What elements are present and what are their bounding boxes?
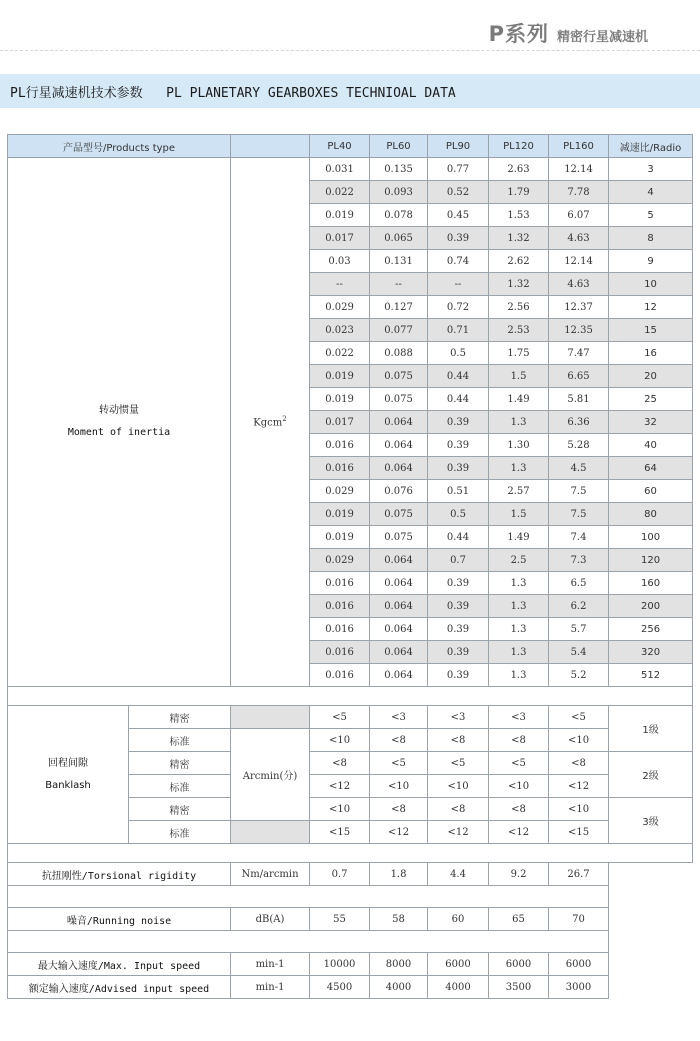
- torsional-label: 抗扭刚性/Torsional rigidity: [8, 863, 231, 886]
- torsional-unit: Nm/arcmin: [231, 863, 310, 886]
- inertia-value: 0.016: [310, 595, 370, 618]
- inertia-value: 0.72: [428, 296, 489, 319]
- inertia-value: 0.075: [370, 526, 428, 549]
- inertia-value: 6.2: [549, 595, 609, 618]
- max-speed-value: 10000: [310, 953, 370, 976]
- inertia-value: 5.2: [549, 664, 609, 687]
- ratio-value: 512: [609, 664, 693, 687]
- rated-speed-value: 4000: [428, 976, 489, 999]
- backlash-unit: Arcmin(分): [231, 729, 310, 821]
- backlash-value: <8: [489, 798, 549, 821]
- blank-cell: [609, 863, 693, 886]
- inertia-value: 7.47: [549, 342, 609, 365]
- ratio-value: 15: [609, 319, 693, 342]
- inertia-value: 0.064: [370, 434, 428, 457]
- inertia-value: 0.135: [370, 158, 428, 181]
- inertia-value: 0.064: [370, 664, 428, 687]
- inertia-value: 0.029: [310, 296, 370, 319]
- backlash-value: <15: [310, 821, 370, 844]
- rated-speed-value: 3500: [489, 976, 549, 999]
- inertia-value: 0.019: [310, 365, 370, 388]
- backlash-unit-top: [231, 706, 310, 729]
- model-header: PL60: [370, 135, 428, 158]
- inertia-value: 1.3: [489, 664, 549, 687]
- rated-speed-label: 额定输入速度/Advised input speed: [8, 976, 231, 999]
- max-speed-value: 6000: [489, 953, 549, 976]
- backlash-grade: 精密: [129, 706, 231, 729]
- blank-cell: [609, 953, 693, 976]
- inertia-value: 0.029: [310, 480, 370, 503]
- torsional-value: 4.4: [428, 863, 489, 886]
- inertia-value: 1.3: [489, 457, 549, 480]
- spacer-cell: [8, 687, 693, 706]
- inertia-value: 1.3: [489, 641, 549, 664]
- max-speed-value: 8000: [370, 953, 428, 976]
- blank-cell: [609, 976, 693, 999]
- inertia-value: 0.03: [310, 250, 370, 273]
- noise-value: 58: [370, 908, 428, 931]
- inertia-value: 0.39: [428, 457, 489, 480]
- inertia-value: 0.076: [370, 480, 428, 503]
- noise-value: 65: [489, 908, 549, 931]
- inertia-value: 2.53: [489, 319, 549, 342]
- inertia-value: 0.131: [370, 250, 428, 273]
- inertia-value: 0.093: [370, 181, 428, 204]
- spacer-row: [8, 931, 693, 953]
- ratio-value: 4: [609, 181, 693, 204]
- spacer-cell: [8, 931, 609, 953]
- ratio-value: 256: [609, 618, 693, 641]
- inertia-value: 0.016: [310, 641, 370, 664]
- inertia-value: 7.78: [549, 181, 609, 204]
- section-title: PL行星减速机技术参数 PL PLANETARY GEARBOXES TECHNIOAL DATA: [10, 86, 456, 101]
- inertia-value: 0.064: [370, 549, 428, 572]
- inertia-value: 1.5: [489, 503, 549, 526]
- blank-cell: [609, 931, 693, 953]
- ratio-value: 32: [609, 411, 693, 434]
- inertia-value: 0.064: [370, 411, 428, 434]
- backlash-value: <8: [428, 729, 489, 752]
- inertia-value: 0.029: [310, 549, 370, 572]
- tech-data-table: [7, 134, 693, 999]
- inertia-value: 0.064: [370, 641, 428, 664]
- inertia-value: 2.5: [489, 549, 549, 572]
- blank-cell: [609, 886, 693, 908]
- blank-cell: [609, 908, 693, 931]
- backlash-label: [8, 706, 129, 844]
- backlash-level: 2级: [609, 752, 693, 798]
- backlash-value: <8: [428, 798, 489, 821]
- inertia-value: 0.064: [370, 457, 428, 480]
- backlash-value: <8: [370, 798, 428, 821]
- inertia-value: 0.5: [428, 503, 489, 526]
- inertia-value: 0.022: [310, 342, 370, 365]
- inertia-value: 0.39: [428, 411, 489, 434]
- inertia-value: 0.7: [428, 549, 489, 572]
- backlash-value: <8: [489, 729, 549, 752]
- inertia-value: 12.37: [549, 296, 609, 319]
- spacer-row: [8, 687, 693, 706]
- inertia-value: 1.49: [489, 388, 549, 411]
- ratio-value: 5: [609, 204, 693, 227]
- spacer-cell: [8, 886, 609, 908]
- backlash-value: <5: [310, 706, 370, 729]
- model-header: PL120: [489, 135, 549, 158]
- max-speed-value: 6000: [428, 953, 489, 976]
- backlash-value: <8: [370, 729, 428, 752]
- backlash-value: <12: [310, 775, 370, 798]
- header-divider: [0, 50, 700, 51]
- ratio-value: 25: [609, 388, 693, 411]
- rated-speed-unit: min-1: [231, 976, 310, 999]
- inertia-value: 0.016: [310, 664, 370, 687]
- backlash-value: <3: [428, 706, 489, 729]
- inertia-value: 0.39: [428, 227, 489, 250]
- inertia-value: 0.51: [428, 480, 489, 503]
- backlash-value: <10: [549, 798, 609, 821]
- inertia-value: 1.79: [489, 181, 549, 204]
- inertia-value: 0.39: [428, 618, 489, 641]
- inertia-value: 6.65: [549, 365, 609, 388]
- inertia-value: 0.088: [370, 342, 428, 365]
- inertia-value: 7.5: [549, 503, 609, 526]
- inertia-value: 1.3: [489, 572, 549, 595]
- torsional-value: 26.7: [549, 863, 609, 886]
- max-speed-row: [8, 953, 693, 976]
- header-row: [8, 135, 693, 158]
- noise-row: [8, 908, 693, 931]
- inertia-value: 0.39: [428, 664, 489, 687]
- inertia-value: 0.065: [370, 227, 428, 250]
- inertia-value: 0.075: [370, 503, 428, 526]
- rated-speed-row: [8, 976, 693, 999]
- backlash-value: <5: [428, 752, 489, 775]
- rated-speed-value: 4500: [310, 976, 370, 999]
- inertia-value: 5.4: [549, 641, 609, 664]
- ratio-value: 80: [609, 503, 693, 526]
- inertia-value: 0.71: [428, 319, 489, 342]
- inertia-value: 0.016: [310, 457, 370, 480]
- ratio-value: 120: [609, 549, 693, 572]
- ratio-value: 160: [609, 572, 693, 595]
- inertia-value: 0.127: [370, 296, 428, 319]
- torsional-value: 1.8: [370, 863, 428, 886]
- product-type-header: 产品型号/Products type: [8, 135, 231, 158]
- inertia-row: [8, 158, 693, 181]
- inertia-value: 12.35: [549, 319, 609, 342]
- inertia-value: 7.4: [549, 526, 609, 549]
- ratio-value: 10: [609, 273, 693, 296]
- ratio-value: 3: [609, 158, 693, 181]
- page-header: [489, 18, 648, 48]
- torsional-value: 9.2: [489, 863, 549, 886]
- backlash-unit-bottom: [231, 821, 310, 844]
- model-header: PL160: [549, 135, 609, 158]
- ratio-header: 减速比/Radio: [609, 135, 693, 158]
- inertia-value: 1.5: [489, 365, 549, 388]
- backlash-level: 1级: [609, 706, 693, 752]
- inertia-value: 5.28: [549, 434, 609, 457]
- inertia-value: 6.5: [549, 572, 609, 595]
- inertia-value: 0.064: [370, 618, 428, 641]
- backlash-grade: 标准: [129, 821, 231, 844]
- backlash-value: <5: [489, 752, 549, 775]
- torsional-value: 0.7: [310, 863, 370, 886]
- backlash-value: <8: [310, 752, 370, 775]
- inertia-value: 0.5: [428, 342, 489, 365]
- backlash-label-cn: 回程间隙: [48, 757, 88, 769]
- inertia-value: 0.016: [310, 572, 370, 595]
- max-speed-value: 6000: [549, 953, 609, 976]
- inertia-value: 0.023: [310, 319, 370, 342]
- rated-speed-value: 3000: [549, 976, 609, 999]
- inertia-value: 1.3: [489, 595, 549, 618]
- inertia-value: 0.39: [428, 641, 489, 664]
- ratio-value: 200: [609, 595, 693, 618]
- backlash-value: <3: [370, 706, 428, 729]
- inertia-value: 5.81: [549, 388, 609, 411]
- inertia-value: --: [310, 273, 370, 296]
- ratio-value: 100: [609, 526, 693, 549]
- inertia-value: 0.017: [310, 227, 370, 250]
- inertia-value: 4.5: [549, 457, 609, 480]
- backlash-grade: 标准: [129, 729, 231, 752]
- backlash-value: <5: [370, 752, 428, 775]
- inertia-value: 1.49: [489, 526, 549, 549]
- inertia-value: 0.031: [310, 158, 370, 181]
- backlash-value: <10: [310, 729, 370, 752]
- inertia-value: 0.44: [428, 526, 489, 549]
- inertia-label-cn: 转动惯量: [99, 405, 139, 416]
- backlash-level: 3级: [609, 798, 693, 844]
- inertia-value: 0.45: [428, 204, 489, 227]
- backlash-value: <8: [549, 752, 609, 775]
- backlash-value: <10: [549, 729, 609, 752]
- inertia-value: 0.44: [428, 388, 489, 411]
- backlash-value: <12: [370, 821, 428, 844]
- inertia-value: 0.019: [310, 526, 370, 549]
- rated-speed-value: 4000: [370, 976, 428, 999]
- inertia-value: 7.3: [549, 549, 609, 572]
- inertia-value: 1.3: [489, 411, 549, 434]
- inertia-value: 0.022: [310, 181, 370, 204]
- backlash-label-en: Banklash: [45, 779, 91, 791]
- inertia-value: 4.63: [549, 273, 609, 296]
- inertia-value: 2.56: [489, 296, 549, 319]
- noise-label: 噪音/Running noise: [8, 908, 231, 931]
- inertia-value: 1.30: [489, 434, 549, 457]
- inertia-value: 0.52: [428, 181, 489, 204]
- backlash-row: [8, 706, 693, 729]
- ratio-value: 40: [609, 434, 693, 457]
- section-banner: [0, 74, 700, 108]
- inertia-value: 2.63: [489, 158, 549, 181]
- max-speed-label: 最大输入速度/Max. Input speed: [8, 953, 231, 976]
- ratio-value: 20: [609, 365, 693, 388]
- backlash-value: <15: [549, 821, 609, 844]
- inertia-value: 0.019: [310, 503, 370, 526]
- backlash-value: <10: [370, 775, 428, 798]
- model-header: PL90: [428, 135, 489, 158]
- inertia-value: 6.36: [549, 411, 609, 434]
- backlash-value: <10: [310, 798, 370, 821]
- backlash-value: <12: [549, 775, 609, 798]
- inertia-value: 2.62: [489, 250, 549, 273]
- backlash-value: <5: [549, 706, 609, 729]
- ratio-value: 320: [609, 641, 693, 664]
- inertia-value: 1.32: [489, 227, 549, 250]
- inertia-value: 1.53: [489, 204, 549, 227]
- inertia-value: 12.14: [549, 250, 609, 273]
- inertia-unit-sup: 2: [282, 415, 287, 424]
- inertia-value: 0.016: [310, 434, 370, 457]
- backlash-value: <10: [489, 775, 549, 798]
- model-header: PL40: [310, 135, 370, 158]
- inertia-value: 4.63: [549, 227, 609, 250]
- inertia-value: 0.74: [428, 250, 489, 273]
- ratio-value: 60: [609, 480, 693, 503]
- spacer-row: [8, 844, 693, 863]
- inertia-value: 1.32: [489, 273, 549, 296]
- inertia-value: 0.77: [428, 158, 489, 181]
- inertia-value: --: [428, 273, 489, 296]
- ratio-value: 8: [609, 227, 693, 250]
- series-title: P系列: [488, 22, 549, 46]
- inertia-value: 2.57: [489, 480, 549, 503]
- torsional-row: [8, 863, 693, 886]
- inertia-value: 0.017: [310, 411, 370, 434]
- backlash-grade: 精密: [129, 752, 231, 775]
- inertia-value: 0.075: [370, 365, 428, 388]
- inertia-value: 0.078: [370, 204, 428, 227]
- noise-value: 70: [549, 908, 609, 931]
- inertia-value: 6.07: [549, 204, 609, 227]
- backlash-grade: 标准: [129, 775, 231, 798]
- noise-value: 60: [428, 908, 489, 931]
- noise-unit: dB(A): [231, 908, 310, 931]
- inertia-value: --: [370, 273, 428, 296]
- inertia-unit: [231, 158, 310, 687]
- inertia-value: 0.019: [310, 204, 370, 227]
- series-subtitle: 精密行星减速机: [556, 30, 648, 45]
- inertia-value: 0.016: [310, 618, 370, 641]
- backlash-grade: 精密: [129, 798, 231, 821]
- inertia-value: 0.39: [428, 434, 489, 457]
- ratio-value: 64: [609, 457, 693, 480]
- backlash-value: <12: [489, 821, 549, 844]
- ratio-value: 9: [609, 250, 693, 273]
- backlash-value: <10: [428, 775, 489, 798]
- max-speed-unit: min-1: [231, 953, 310, 976]
- ratio-value: 16: [609, 342, 693, 365]
- inertia-value: 0.075: [370, 388, 428, 411]
- inertia-value: 7.5: [549, 480, 609, 503]
- inertia-value: 0.064: [370, 595, 428, 618]
- backlash-value: <12: [428, 821, 489, 844]
- inertia-value: 0.39: [428, 595, 489, 618]
- inertia-value: 0.39: [428, 572, 489, 595]
- inertia-label: [8, 158, 231, 687]
- inertia-value: 0.44: [428, 365, 489, 388]
- inertia-unit-text: Kgcm: [253, 417, 283, 429]
- inertia-value: 5.7: [549, 618, 609, 641]
- inertia-label-en: Moment of inertia: [67, 427, 171, 438]
- unit-header-blank: [231, 135, 310, 158]
- noise-value: 55: [310, 908, 370, 931]
- inertia-value: 1.3: [489, 618, 549, 641]
- backlash-value: <3: [489, 706, 549, 729]
- inertia-value: 0.077: [370, 319, 428, 342]
- ratio-value: 12: [609, 296, 693, 319]
- inertia-value: 1.75: [489, 342, 549, 365]
- inertia-value: 0.019: [310, 388, 370, 411]
- spacer-row: [8, 886, 693, 908]
- inertia-value: 12.14: [549, 158, 609, 181]
- inertia-value: 0.064: [370, 572, 428, 595]
- spacer-cell: [8, 844, 693, 863]
